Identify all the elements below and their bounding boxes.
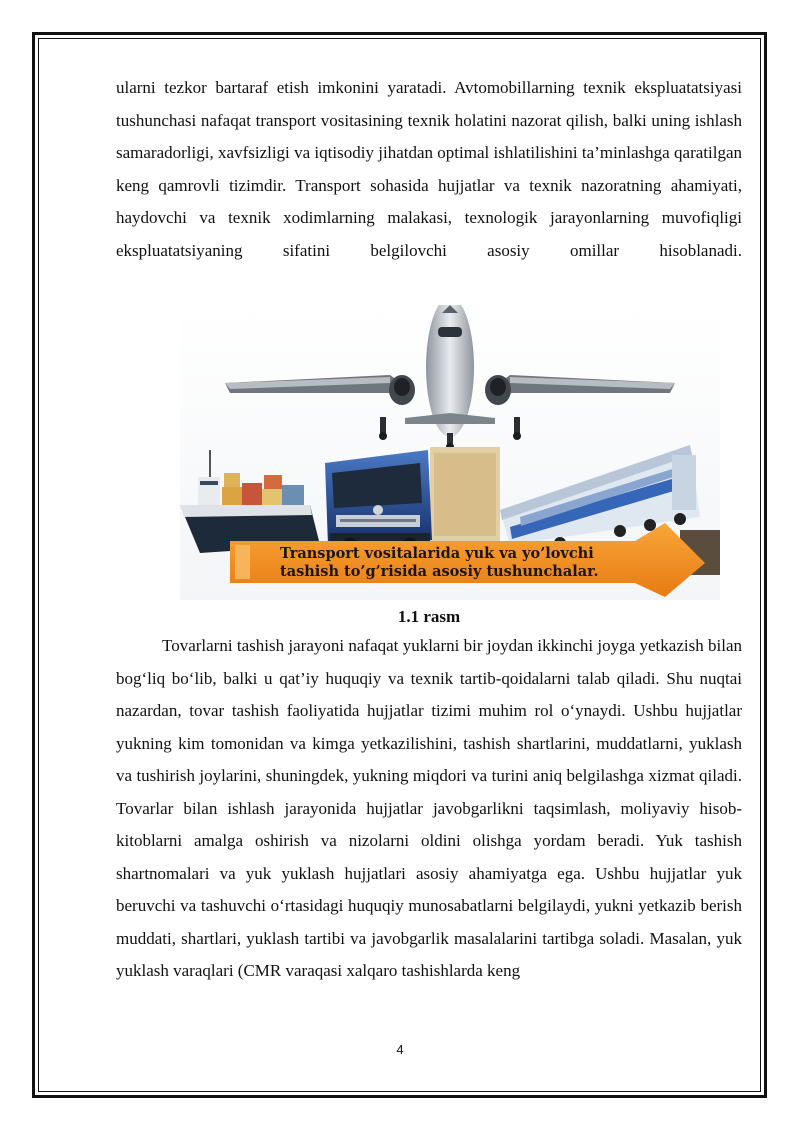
paragraph-main: Tovarlarni tashish jarayoni nafaqat yuklarni bir joydan ikkinchi joyga yetkazish bilan bog‘liq bo‘lib, balki u qat’iy huquqiy va texnik tartib-qoidalarni talab qiladi. Shu nuqtai nazardan, tovar tashish faoliyatida hujjatlar tizimi muhim rol o‘ynaydi. Ushbu hujjatlar yukning kim tomonidan va kimga yetkazilishini, tashish shartlarini, muddatlarni, yuklash va tushirish joylarini, shuningdek, yukning miqdori va turini aniq belgilashga xizmat qiladi. Tovarlar bilan ishlash jarayonida hujjatlar javobgarlikni taqsimlash, moliyaviy hisob-kitoblarni amalga oshirish va nizolarni oldini olishga yordam beradi. Yuk tashish shartnomalari va yuk yuklash hujjatlari asosiy ahamiyatga ega. Ushbu hujjatlar yuk beruvchi va tashuvchi o‘rtasidagi huquqiy munosabatlarni belgilaydi, yukni yetkazib berish muddati, shartlari, yuklash tartibi va javobgarlik masalalarini tartibga soladi. Masalan, yuk yuklash varaqlari (CMR varaqasi xalqaro tashishlarda keng <box>116 636 742 980</box>
figure-caption: 1.1 rasm <box>397 607 461 626</box>
paragraph-top: ularni tezkor bartaraf etish imkonini yaratadi. Avtomobillarning texnik ekspluatatsiyasi tushunchasi nafaqat transport vositasining texnik holatini nazorat qilish, balki uning ishlash samaradorligi, xavfsizligi va iqtisodiy jihatdan optimal ishlatilishini ta’minlashga qaratilgan keng qamrovli tizimdir. Transport sohasida hujjatlar va texnik nazoratning ahamiyati, haydovchi va texnik xodimlarning malakasi, texnologik jarayonlarning muvofiqligi ekspluatatsiyaning sifatini belgilovchi asosiy omillar hisoblanadi. <box>116 78 742 260</box>
truck-icon <box>325 447 500 556</box>
transport-figure <box>180 305 720 600</box>
banner-line-2: tashish to’g’risida asosiy tushunchalar. <box>280 563 599 580</box>
page-number: 4 <box>396 1042 404 1057</box>
banner-line-1: Transport vositalarida yuk va yo’lovchi <box>280 545 594 562</box>
